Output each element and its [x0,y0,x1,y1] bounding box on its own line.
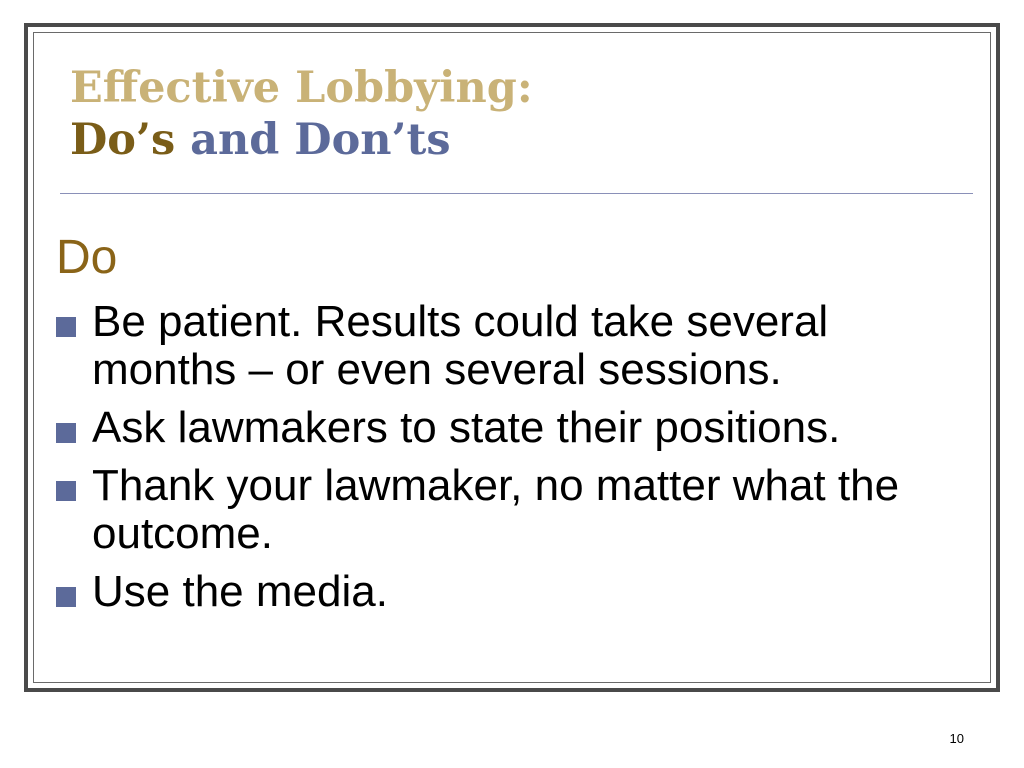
list-item [56,298,976,394]
bullet-text: Ask lawmakers to state their positions. [92,403,841,452]
square-bullet-icon [56,317,76,337]
bullet-text: Be patient. Results could take several months – or even several sessions. [92,297,829,394]
list-item [56,404,976,452]
title-line-2 [70,114,533,166]
title-line-1: Effective Lobbying: [70,63,533,113]
square-bullet-icon [56,587,76,607]
list-item [56,568,976,616]
bullet-text: Thank your lawmaker, no matter what the outcome. [92,461,900,558]
slide-title [70,62,533,166]
title-dos: Do’s [70,115,176,165]
title-divider [60,193,973,194]
section-heading-do: Do [56,231,118,284]
square-bullet-icon [56,423,76,443]
slide-number: 10 [949,731,964,746]
bullet-list [56,298,976,626]
bullet-text: Use the media. [92,567,388,616]
list-item [56,462,976,558]
title-donts: and Don’ts [175,115,451,165]
square-bullet-icon [56,481,76,501]
